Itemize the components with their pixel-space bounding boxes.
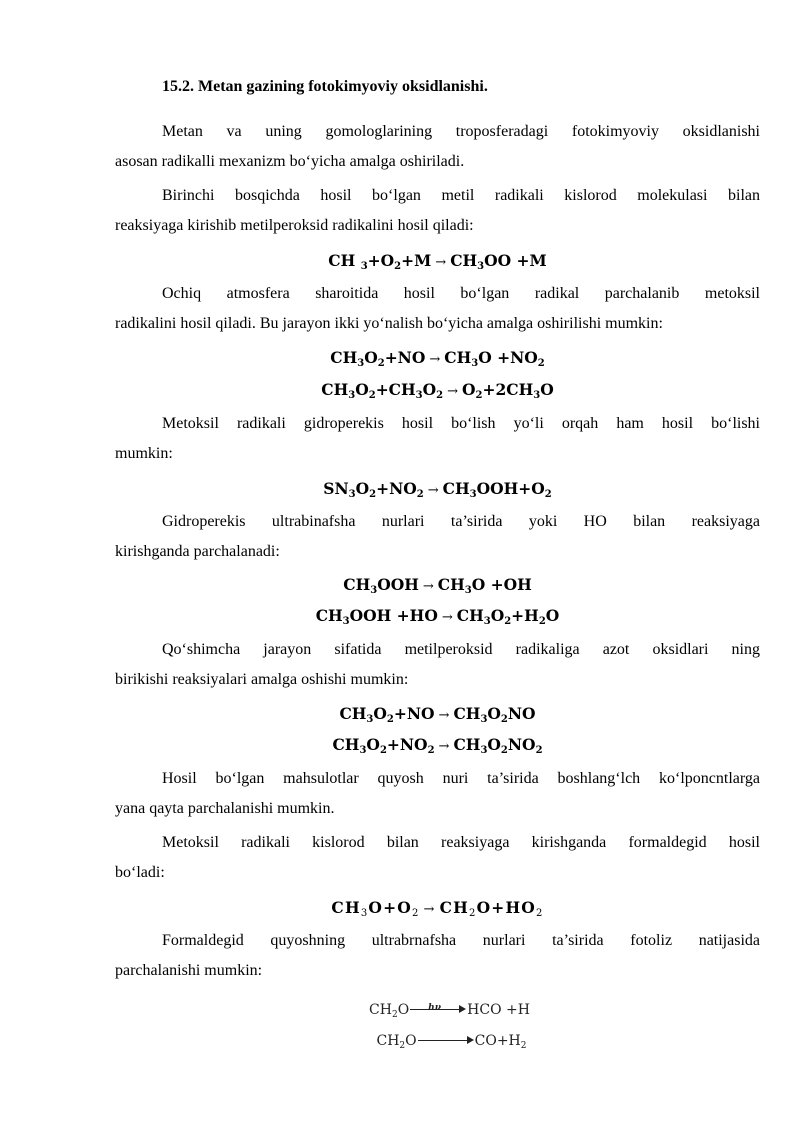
equation-3: $CH_3O_2+CH_3O_2 \to O_2+2CH_3O$ — [321, 380, 554, 401]
equation-2: $CH_3O_2+NO \to CH_3O +NO_2$ — [330, 348, 545, 369]
paragraph-line: Metan va uning gomologlarining troposferadagi fotokimyoviy oksidlanishi — [162, 123, 760, 140]
paragraph-8 — [115, 828, 760, 888]
paragraph-line: Metoksil radikali kislorod bilan reaksiyaga kirishganda formaldegid hosil — [162, 834, 760, 851]
photolysis-equation-2: $CH_2O$ $CO+H_2$ — [376, 1033, 527, 1051]
paragraph-6 — [115, 635, 760, 695]
equation-8: $CH_3O_2+NO_2 \to CH_3O_2NO_2$ — [332, 735, 543, 756]
paragraph-1 — [115, 117, 760, 177]
arrow-icon: → — [427, 483, 439, 498]
equation-4: $SN_3O_2+NO_2 \to CH_3OOH+O_2$ — [323, 479, 552, 500]
paragraph-line: reaksiyaga kirishib metilperoksid radikalini hosil qiladi: — [115, 217, 474, 234]
arrow-icon: → — [423, 902, 436, 917]
arrow-icon: → — [422, 579, 434, 594]
equation-7: $CH_3O_2+NO \to CH_3O_2NO$ — [339, 704, 536, 725]
paragraph-line: Formaldegid quyoshning ultrabrnafsha nurlari ta’sirida fotoliz natijasida — [162, 932, 760, 949]
equation-9: $CH_3O+O_2 \to CH_2O+HO_2$ — [331, 898, 544, 919]
arrow-icon: → — [429, 352, 441, 367]
equation-6: $CH_3OOH +HO \to CH_3O_2+H_2O$ — [315, 606, 560, 627]
arrow-icon: → — [447, 384, 459, 399]
paragraph-line: Gidroperekis ultrabinafsha nurlari ta’sirida yoki HO bilan reaksiyaga — [162, 513, 760, 530]
paragraph-line: Metoksil radikali gidroperekis hosil bo‘lish yo‘li orqah ham hosil bo‘lishi — [162, 415, 760, 432]
paragraph-5 — [115, 507, 760, 567]
paragraph-line: mumkin: — [115, 445, 173, 462]
paragraph-7 — [115, 764, 760, 824]
equation-1: CH $_3+O_2+M \to CH_3OO +M$ — [328, 251, 547, 272]
long-arrow-icon — [418, 1036, 474, 1046]
section-heading: 15.2. Metan gazining fotokimyoviy oksidlanishi. — [162, 78, 488, 95]
long-arrow-icon — [410, 1005, 466, 1015]
arrow-label: hν — [428, 1003, 441, 1013]
arrow-icon: → — [435, 255, 447, 270]
paragraph-2 — [115, 181, 760, 241]
paragraph-line: parchalanishi mumkin: — [115, 962, 263, 979]
paragraph-line: Hosil bo‘lgan mahsulotlar quyosh nuri ta’sirida boshlang‘lch ko‘lponcntlarga — [162, 770, 760, 787]
paragraph-line: asosan radikalli mexanizm bo‘yicha amalga oshiriladi. — [115, 153, 465, 170]
paragraph-4 — [115, 409, 760, 469]
paragraph-line: Birinchi bosqichda hosil bo‘lgan metil radikali kislorod molekulasi bilan — [162, 187, 760, 204]
arrow-icon: → — [438, 708, 450, 723]
photolysis-equation-1: $CH_2O$ hν HCO +H — [127, 995, 772, 1025]
paragraph-9 — [115, 926, 760, 986]
arrow-icon: → — [438, 739, 450, 754]
equation-5: $CH_3OOH \to CH_3O +OH$ — [343, 575, 532, 596]
paragraph-line: yana qayta parchalanishi mumkin. — [115, 800, 335, 817]
paragraph-line: bo‘ladi: — [115, 864, 165, 881]
paragraph-line: kirishganda parchalanadi: — [115, 543, 280, 560]
paragraph-line: birikishi reaksiyalari amalga oshishi mumkin: — [115, 671, 409, 688]
paragraph-line: Qo‘shimcha jarayon sifatida metilperoksid radikaliga azot oksidlari ning — [162, 641, 760, 658]
paragraph-line: Ochiq atmosfera sharoitida hosil bo‘lgan radikal parchalanib metoksil — [162, 285, 760, 302]
paragraph-line: radikalini hosil qiladi. Bu jarayon ikki yo‘nalish bo‘yicha amalga oshirilishi mumkin: — [115, 315, 663, 332]
arrow-icon: → — [441, 610, 453, 625]
paragraph-3 — [115, 279, 760, 339]
